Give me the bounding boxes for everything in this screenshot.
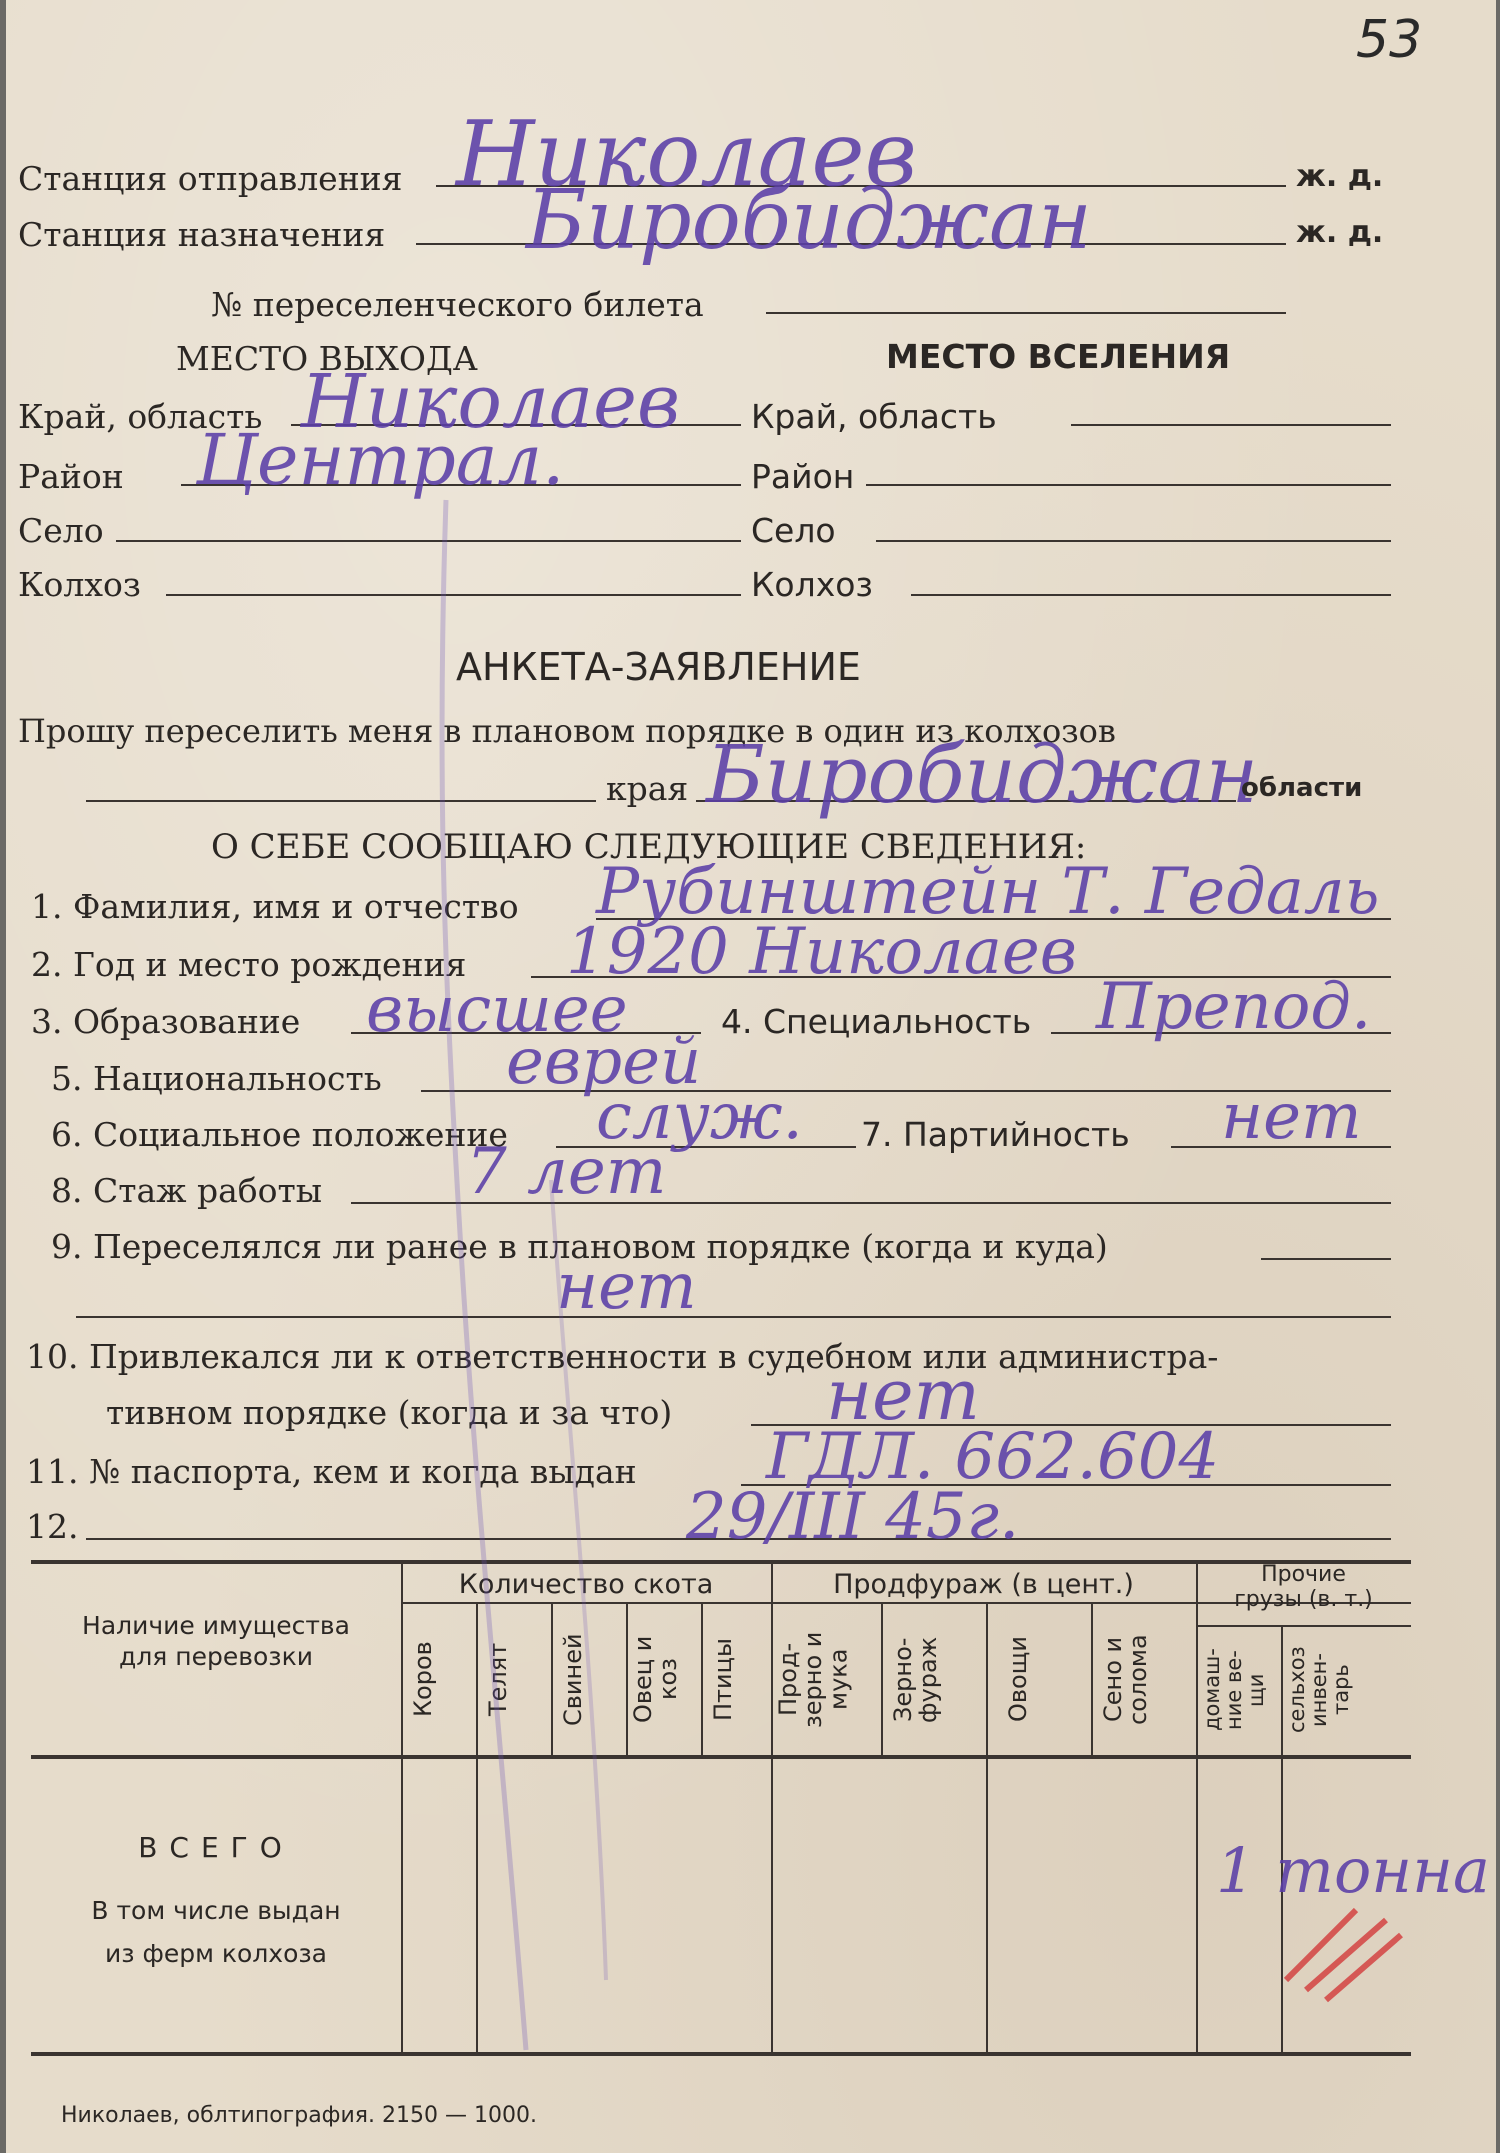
- field-12-label: 12.: [26, 1507, 79, 1546]
- table-incl-label: В том числе выдан из ферм колхоза: [91, 1896, 341, 1968]
- destination-district-label: Район: [751, 457, 855, 496]
- field-6-label: 6. Социальное положение: [51, 1115, 508, 1154]
- table-col-cows: Коров: [409, 1641, 437, 1718]
- departure-station-label: Станция отправления: [18, 159, 403, 198]
- document-sheet: [6, 0, 1496, 2153]
- field-5-value: еврей: [506, 1025, 702, 1099]
- field-10-label-line-2: тивном порядке (когда и за что): [106, 1393, 673, 1432]
- field-11-value: ГДЛ. 662.604: [766, 1420, 1220, 1494]
- field-8-label: 8. Стаж работы: [51, 1171, 323, 1210]
- field-10-value: нет: [826, 1354, 980, 1436]
- destination-region-label: Край, область: [751, 397, 997, 436]
- field-8-value: 7 лет: [466, 1135, 667, 1209]
- field-12-value: 29/III 45г.: [686, 1480, 1020, 1554]
- field-9-label: 9. Переселялся ли ранее в плановом порядке (когда и куда): [51, 1227, 1108, 1266]
- printer-footer: Николаев, облтипография. 2150 — 1000.: [61, 2103, 537, 2128]
- field-7-value: нет: [1221, 1080, 1362, 1154]
- table-total-label: ВСЕГО: [138, 1831, 294, 1864]
- table-group-fodder: Продфураж (в цент.): [833, 1569, 1134, 1600]
- departure-station-value: Николаев: [456, 102, 917, 207]
- ticket-line: [766, 312, 1286, 314]
- origin-district-label: Район: [18, 457, 124, 496]
- page-number: 53: [1356, 10, 1423, 70]
- field-6-value: служ.: [596, 1080, 803, 1154]
- field-1-value: Рубинштейн Т. Гедаль: [596, 855, 1380, 929]
- destination-region-line: [1071, 424, 1391, 426]
- table-col-poultry: Птицы: [709, 1638, 737, 1721]
- field-7-label: 7. Партийность: [861, 1115, 1130, 1154]
- origin-region-value: Николаев: [301, 359, 681, 445]
- table-col-hay-straw: Сено и солома: [1099, 1634, 1153, 1725]
- destination-village-label: Село: [751, 511, 836, 550]
- origin-region-label: Край, область: [18, 397, 263, 436]
- table-col-sheep-goats: Овец и коз: [629, 1635, 683, 1724]
- request-text: Прошу переселить меня в плановом порядке в один из колхозов: [18, 712, 1116, 750]
- destination-district-line: [866, 484, 1391, 486]
- oblast-label: области: [1241, 773, 1363, 803]
- origin-district-value: Централ.: [196, 419, 565, 501]
- destination-kolkhoz-line: [911, 594, 1391, 596]
- kray-line-left: [86, 800, 596, 802]
- field-3-value: высшее: [366, 973, 628, 1047]
- field-9-line-a: [1261, 1258, 1391, 1260]
- origin-village-label: Село: [18, 511, 104, 550]
- table-group-other: Прочие грузы (в. т.): [1234, 1562, 1373, 1613]
- origin-heading: МЕСТО ВЫХОДА: [176, 339, 478, 378]
- field-9-line-b: [76, 1316, 1391, 1318]
- field-11-label: 11. № паспорта, кем и когда выдан: [26, 1452, 637, 1491]
- origin-kolkhoz-line: [166, 594, 741, 596]
- field-4-label: 4. Специальность: [721, 1002, 1032, 1041]
- table-col-calves: Телят: [484, 1642, 512, 1717]
- field-3-label: 3. Образование: [31, 1002, 301, 1041]
- arrival-station-value: Биробиджан: [526, 173, 1092, 268]
- destination-heading: МЕСТО ВСЕЛЕНИЯ: [886, 337, 1231, 376]
- origin-kolkhoz-label: Колхоз: [18, 565, 141, 604]
- table-col-pigs: Свиней: [559, 1633, 587, 1726]
- kray-value: Биробиджан: [706, 728, 1259, 821]
- table-other-value: 1 тонна: [1216, 1834, 1490, 1907]
- destination-kolkhoz-label: Колхоз: [751, 565, 873, 604]
- table-col-grain-flour: Прод- зерно и мука: [774, 1631, 853, 1728]
- arrival-station-label: Станция назначения: [18, 215, 386, 254]
- field-9-value: нет: [556, 1250, 697, 1324]
- origin-village-line: [116, 540, 741, 542]
- table-col-vegetables: Овощи: [1004, 1636, 1032, 1723]
- field-2-label: 2. Год и место рождения: [31, 945, 467, 984]
- field-5-label: 5. Национальность: [51, 1059, 382, 1098]
- about-heading: О СЕБЕ СООБЩАЮ СЛЕДУЮЩИЕ СВЕДЕНИЯ:: [211, 827, 1087, 867]
- field-4-value: Препод.: [1096, 970, 1372, 1044]
- destination-village-line: [876, 540, 1391, 542]
- ticket-label: № переселенческого билета: [211, 285, 704, 324]
- table-col-grain-fodder: Зерно- фураж: [889, 1636, 943, 1723]
- form-title: АНКЕТА-ЗАЯВЛЕНИЕ: [456, 645, 861, 689]
- arrival-rail-suffix: ж. д.: [1296, 215, 1384, 250]
- table-group-livestock: Количество скота: [458, 1569, 714, 1600]
- table-col-household: домаш- ние ве- щи: [1200, 1648, 1269, 1732]
- table-row-header: Наличие имущества для перевозки: [82, 1611, 350, 1672]
- kray-label: края: [606, 769, 689, 808]
- departure-rail-suffix: ж. д.: [1296, 159, 1384, 194]
- field-2-value: 1920 Николаев: [566, 915, 1078, 989]
- field-10-label-line-1: 10. Привлекался ли к ответственности в судебном или администра-: [26, 1337, 1219, 1376]
- field-1-label: 1. Фамилия, имя и отчество: [31, 887, 519, 926]
- table-col-farm-tools: сельхоз инвен- тарь: [1285, 1646, 1354, 1734]
